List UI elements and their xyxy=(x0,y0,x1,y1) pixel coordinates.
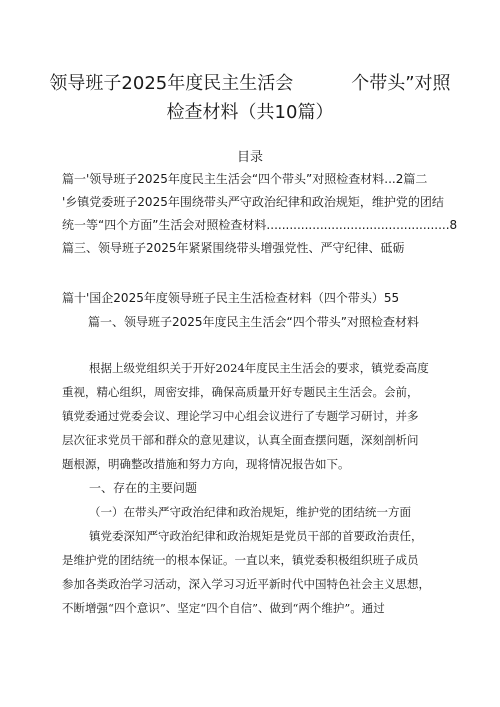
toc-line: 篇十'国企2025年度领导班子民主生活检查材料（四个带头）55 xyxy=(62,291,400,305)
body-line: 是维护党的团结统一的根本保证。一直以来，镇党委积极组织班子成员 xyxy=(62,553,419,567)
toc-line: 篇一'领导班子2025年度民主生活会“四个带头”对照检查材料...2篇二 xyxy=(62,172,428,186)
toc-line: '乡镇党委班子2025年围绕带头严守政治纪律和政治规矩，维护党的团结 xyxy=(62,195,444,209)
subheading: （一）在带头严守政治纪律和政治规矩，维护党的团结统一方面 xyxy=(89,505,411,519)
body-line: 参加各类政治学习活动，深入学习习近平新时代中国特色社会主义思想， xyxy=(62,577,430,591)
body-line: 根据上级党组织关于开好2024年度民主生活会的要求，镇党委高度 xyxy=(89,361,429,375)
body-line: 重视，精心组织，周密安排，确保高质量开好专题民主生活会。会前， xyxy=(62,385,419,399)
body-line: 镇党委通过党委会议、理论学习中心组会议进行了专题学习研讨，并多 xyxy=(62,409,419,423)
document-title-line1 xyxy=(40,73,460,95)
toc-heading: 目录 xyxy=(236,150,263,165)
body-line: 不断增强“四个意识”、坚定“四个自信”、做到“两个维护”。通过 xyxy=(62,601,385,615)
heading-main-problems: 一、存在的主要问题 xyxy=(89,481,198,495)
toc-line: 篇三、领导班子2025年紧紧围绕带头增强党性、严守纪律、砥砺 xyxy=(62,241,405,255)
toc-line: 统一等“四个方面”生活会对照检查材料................................................8 xyxy=(62,218,458,232)
title-part-b: 个带头”对照 xyxy=(351,73,451,94)
body-line: 题根源，明确整改措施和努力方向，现将情况报告如下。 xyxy=(62,457,350,471)
document-title-line2: 检查材料（共10篇） xyxy=(166,102,334,123)
section-title: 篇一、领导班子2025年度民主生活会“四个带头”对照检查材料 xyxy=(88,315,419,329)
title-part-a: 领导班子2025年度民主生活会 xyxy=(49,73,294,94)
body-line: 镇党委深知严守政治纪律和政治规矩是党员干部的首要政治责任， xyxy=(89,529,423,543)
body-line: 层次征求党员干部和群众的意见建议，认真全面查摆问题，深刻剖析问 xyxy=(62,433,419,447)
